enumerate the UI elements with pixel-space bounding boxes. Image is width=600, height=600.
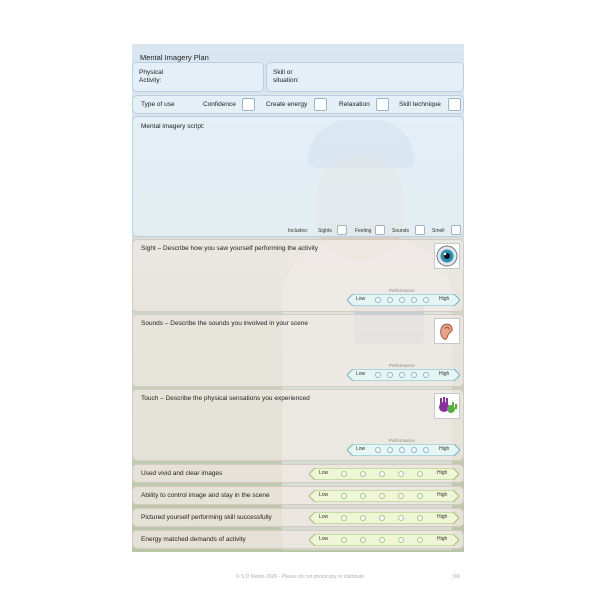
skill-technique-checkbox[interactable] — [448, 98, 461, 111]
physical-activity-field[interactable] — [132, 62, 264, 92]
rating-row-control-image — [132, 486, 464, 505]
scale-point[interactable] — [379, 537, 385, 543]
skill-field[interactable] — [266, 62, 464, 92]
includes-sounds-label: Sounds — [392, 228, 409, 234]
sight-section-title: Sight – Describe how you saw yourself performing the activity — [141, 245, 319, 252]
scale-point[interactable] — [411, 372, 417, 378]
sounds-checkbox[interactable] — [415, 225, 425, 235]
rating-label: Ability to control image and stay in the scene — [141, 492, 270, 499]
touch-scale-high: High — [439, 446, 450, 452]
scale-point[interactable] — [398, 515, 404, 521]
imagery-script-label: Mental imagery script: — [141, 123, 205, 130]
type-of-use-box — [132, 95, 464, 114]
imagery-plan-sheet — [132, 44, 464, 552]
scale-point[interactable] — [341, 471, 347, 477]
option-create-energy-label: Create energy — [266, 101, 308, 108]
sounds-scale-low: Low — [356, 371, 366, 377]
rating-label: Used vivid and clear images — [141, 470, 223, 477]
sight-performance-label: Performance — [389, 288, 415, 293]
page-title: Mental Imagery Plan — [140, 53, 209, 62]
copyright-footer: © S D Martin 2026 - Please do not photocopy or distribute — [235, 574, 365, 580]
imagery-script-box[interactable] — [132, 116, 464, 237]
sounds-performance-scale[interactable] — [347, 369, 460, 381]
rating-label: Energy matched demands of activity — [141, 536, 246, 543]
control-image-scale[interactable] — [309, 490, 459, 502]
scale-point[interactable] — [375, 372, 381, 378]
scale-low: Low — [319, 536, 329, 542]
sights-checkbox[interactable] — [337, 225, 347, 235]
includes-label: Includes: — [288, 228, 309, 234]
vivid-images-scale[interactable] — [309, 468, 459, 480]
energy-matched-scale[interactable] — [309, 534, 459, 546]
scale-point[interactable] — [341, 515, 347, 521]
scale-point[interactable] — [360, 493, 366, 499]
scale-point[interactable] — [417, 537, 423, 543]
scale-point[interactable] — [423, 447, 429, 453]
confidence-checkbox[interactable] — [242, 98, 255, 111]
hand-print-icon — [434, 393, 460, 419]
ear-icon — [434, 318, 460, 344]
create-energy-checkbox[interactable] — [314, 98, 327, 111]
scale-point[interactable] — [387, 372, 393, 378]
scale-point[interactable] — [411, 297, 417, 303]
sounds-section[interactable] — [132, 314, 464, 387]
scale-high: High — [437, 536, 448, 542]
touch-performance-scale[interactable] — [347, 444, 460, 456]
relaxation-checkbox[interactable] — [376, 98, 389, 111]
option-relaxation-label: Relaxation — [339, 101, 370, 108]
scale-point[interactable] — [341, 537, 347, 543]
touch-section[interactable] — [132, 389, 464, 461]
scale-point[interactable] — [398, 471, 404, 477]
scale-point[interactable] — [379, 471, 385, 477]
touch-performance-label: Performance — [389, 438, 415, 443]
skill-label: Skill or situation: — [273, 69, 300, 84]
scale-point[interactable] — [411, 447, 417, 453]
physical-activity-label: Physical Activity: — [139, 69, 164, 84]
scale-point[interactable] — [375, 447, 381, 453]
scale-low: Low — [319, 470, 329, 476]
scale-point[interactable] — [423, 372, 429, 378]
feeling-checkbox[interactable] — [375, 225, 385, 235]
scale-point[interactable] — [379, 493, 385, 499]
sounds-section-title: Sounds – Describe the sounds you involved in your scene — [141, 320, 308, 327]
scale-point[interactable] — [398, 493, 404, 499]
eye-icon — [434, 243, 460, 269]
scale-point[interactable] — [423, 297, 429, 303]
scale-point[interactable] — [360, 515, 366, 521]
touch-scale-low: Low — [356, 446, 366, 452]
sight-scale-high: High — [439, 296, 450, 302]
scale-high: High — [437, 492, 448, 498]
type-of-use-label: Type of use — [141, 101, 175, 108]
smell-checkbox[interactable] — [451, 225, 461, 235]
scale-point[interactable] — [399, 447, 405, 453]
rating-row-pictured-success — [132, 508, 464, 527]
scale-low: Low — [319, 492, 329, 498]
scale-high: High — [437, 514, 448, 520]
scale-point[interactable] — [417, 493, 423, 499]
scale-point[interactable] — [399, 297, 405, 303]
scale-point[interactable] — [398, 537, 404, 543]
scale-point[interactable] — [360, 537, 366, 543]
scale-point[interactable] — [360, 471, 366, 477]
rating-row-energy-matched — [132, 530, 464, 549]
includes-feeling-label: Feeling — [355, 228, 372, 234]
scale-point[interactable] — [379, 515, 385, 521]
scale-high: High — [437, 470, 448, 476]
scale-point[interactable] — [387, 447, 393, 453]
scale-point[interactable] — [399, 372, 405, 378]
option-skill-technique-label: Skill technique — [399, 101, 441, 108]
scale-point[interactable] — [375, 297, 381, 303]
sight-performance-scale[interactable] — [347, 294, 460, 306]
option-confidence-label: Confidence — [203, 101, 236, 108]
sight-scale-low: Low — [356, 296, 366, 302]
scale-low: Low — [319, 514, 329, 520]
scale-point[interactable] — [387, 297, 393, 303]
includes-smell-label: Smell — [432, 228, 445, 234]
sounds-scale-high: High — [439, 371, 450, 377]
includes-sights-label: Sights — [318, 228, 332, 234]
rating-label: Pictured yourself performing skill successfully — [141, 514, 272, 521]
sight-section[interactable] — [132, 239, 464, 312]
touch-section-title: Touch – Describe the physical sensations you experienced — [141, 395, 310, 402]
page-number: 166 — [452, 574, 461, 580]
sounds-performance-label: Performance — [389, 363, 415, 368]
scale-point[interactable] — [341, 493, 347, 499]
rating-row-vivid-images — [132, 464, 464, 483]
scale-point[interactable] — [417, 471, 423, 477]
scale-point[interactable] — [417, 515, 423, 521]
pictured-success-scale[interactable] — [309, 512, 459, 524]
